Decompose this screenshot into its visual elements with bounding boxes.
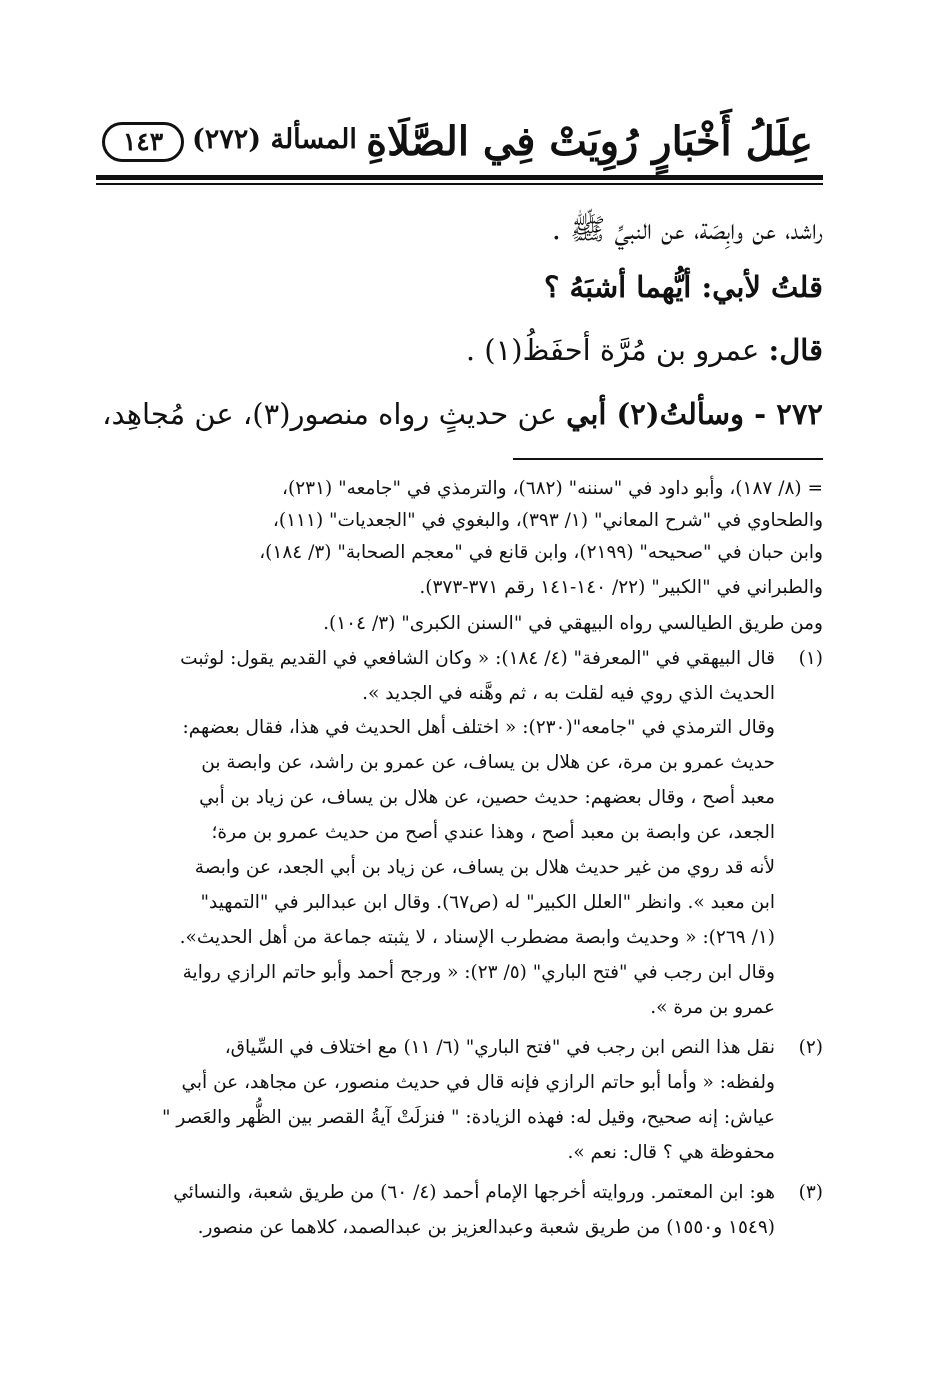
footnote-line: معبد أصح ، وقال بعضهم: حديث حصين، عن هلال بن يساف، عن زياد بن أبي xyxy=(199,787,775,808)
issue-label: المسألة (٢٧٢) xyxy=(192,124,357,155)
footnote-cont-line: والطبراني في "الكبير" (٢٢/ ١٤٠-١٤١ رقم ٣٧١-٣٧٣). xyxy=(419,577,823,598)
footnote-line: الجعد، عن وابصة بن معبد أصح ، وهذا عندي أصح من حديث عمرو بن مرة؛ xyxy=(211,822,775,843)
footnote-line: قال البيهقي في "المعرفة" (٤/ ١٨٤): « وكان الشافعي في القديم يقول: لوثبت xyxy=(180,648,775,669)
footnote-line: وقال ابن رجب في "فتح الباري" (٥/ ٢٣): « ورجح أحمد وأبو حاتم الرازي رواية xyxy=(182,962,775,983)
footnote-line: نقل هذا النص ابن رجب في "فتح الباري" (٦/ ١١) مع اختلاف في السِّياق، xyxy=(224,1037,775,1058)
footnote-line: (١/ ٢٦٩): « وحديث وابصة مضطرب الإسناد ، لا يثبته جماعة من أهل الحديث». xyxy=(179,927,775,948)
footnote-line: ابن معبد ». وانظر "العلل الكبير" له (ص٦٧). وقال ابن عبدالبر في "التمهيد" xyxy=(200,892,775,913)
issue-text: عن حديثٍ رواه منصور(٣)، عن مُجاهِد، xyxy=(102,397,557,431)
footnote-cont-line: ومن طريق الطيالسي رواه البيهقي في "السنن الكبرى" (٣/ ١٠٤). xyxy=(323,613,823,634)
main-line-3 xyxy=(103,333,823,367)
main-line-1: راشد، عن وابِصَة، عن النبيِّ ﷺ . xyxy=(551,212,823,246)
footnote-line: عمرو بن مرة ». xyxy=(650,997,775,1018)
footnote-number: (١) xyxy=(798,648,823,669)
footnote-cont-line: = (٨/ ١٨٧)، وأبو داود في "سننه" (٦٨٢)، والترمذي في "جامعه" (٢٣١)، xyxy=(282,478,823,499)
issue-number-heading: ٢٧٢ - وسألتُ(٢) أبي xyxy=(566,397,823,431)
footnote-line: لأنه قد روي من غير حديث هلال بن يساف، عن زياد بن أبي الجعد، عن وابصة xyxy=(194,857,775,878)
footnote-line: وقال الترمذي في "جامعه"(٢٣٠): « اختلف أهل الحديث في هذا، فقال بعضهم: xyxy=(182,717,775,738)
footnote-line: عياش: إنه صحيح، وقيل له: فهذه الزيادة: " فنزلَتْ آيةُ القصر بين الظُّهر والعَصر " xyxy=(161,1107,775,1128)
footnote-line: هو: ابن المعتمر. وروايته أخرجها الإمام أحمد (٤/ ٦٠) من طريق شعبة، والنسائي xyxy=(173,1182,775,1203)
footnote-line: ولفظه: « وأما أبو حاتم الرازي فإنه قال في حديث منصور، عن مجاهد، عن أبي xyxy=(181,1072,775,1093)
main-line-4 xyxy=(103,397,823,431)
header-rule-thin xyxy=(96,183,823,185)
footnote-line: (١٥٤٩ و١٥٥٠) من طريق شعبة وعبدالعزيز بن عبدالصمد، كلاهما عن منصور. xyxy=(197,1217,775,1238)
footnote-line: محفوظة هي ؟ قال: نعم ». xyxy=(567,1142,775,1163)
footnote-cont-line: وابن حبان في "صحيحه" (٢١٩٩)، وابن قانع في "معجم الصحابة" (٣/ ١٨٤)، xyxy=(259,542,823,563)
main-line-2: قلتُ لأبي: أيُّهما أشبَهُ ؟ xyxy=(544,270,823,304)
running-title: عِلَلُ أَخْبَارٍ رُوِيَتْ فِي الصَّلَاةِ xyxy=(366,118,813,165)
footnote-cont-line: والطحاوي في "شرح المعاني" (١/ ٣٩٣)، والبغوي في "الجعديات" (١١١)، xyxy=(272,510,823,531)
footnote-number: (٢) xyxy=(798,1037,823,1058)
said-text: عمرو بن مُرَّة أحفَظُ(١) . xyxy=(465,333,760,367)
footnote-line: حديث عمرو بن مرة، عن هلال بن يساف، عن عمرو بن راشد، عن وابصة بن xyxy=(201,752,775,773)
said-label: قال: xyxy=(768,333,823,367)
footnote-separator xyxy=(513,458,823,460)
header-rule-thick xyxy=(96,175,823,180)
footnote-line: الحديث الذي روي فيه لقلت به ، ثم وهَّنه في الجديد ». xyxy=(362,683,775,704)
page-number: ١٤٣ xyxy=(102,122,184,162)
footnote-number: (٣) xyxy=(798,1182,823,1203)
